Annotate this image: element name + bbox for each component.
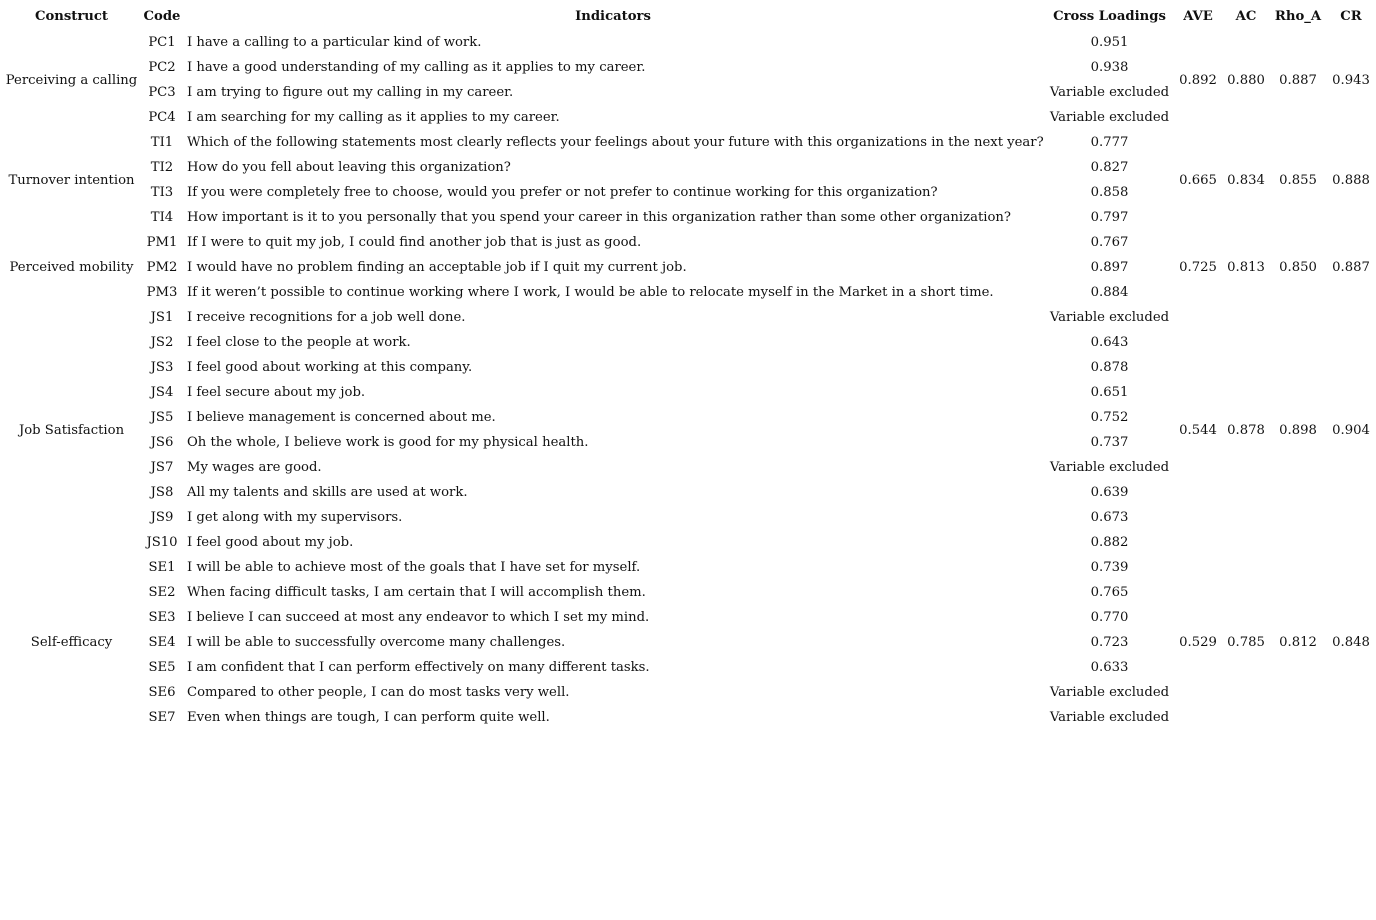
cross-loading-value: 0.639 — [1090, 485, 1129, 500]
indicator-code: JS5 — [150, 410, 174, 425]
table-row — [0, 255, 1376, 280]
table-row — [0, 655, 1376, 680]
indicator-code: SE6 — [148, 685, 176, 700]
indicator-code: SE1 — [148, 560, 176, 575]
construct-name: Job Satisfaction — [18, 422, 125, 438]
indicator-code: TI3 — [150, 185, 174, 200]
cr-value: 0.904 — [1332, 422, 1370, 438]
cross-loading-value: 0.633 — [1090, 660, 1129, 675]
cross-loading-value: 0.938 — [1090, 60, 1129, 75]
cross-loading-value: 0.643 — [1090, 335, 1129, 350]
table-row — [0, 305, 1376, 330]
rho-a-value: 0.812 — [1279, 635, 1317, 650]
indicator-text: My wages are good. — [187, 460, 322, 475]
table-row — [0, 430, 1376, 455]
indicator-text: If you were completely free to choose, would you prefer or not prefer to continue working for this organization? — [187, 185, 938, 200]
ac-value: 0.834 — [1227, 172, 1265, 188]
cross-loading-value: 0.951 — [1090, 35, 1129, 50]
table-row — [0, 380, 1376, 405]
indicator-code: JS6 — [150, 435, 174, 450]
cross-loading-value: Variable excluded — [1049, 310, 1170, 325]
indicator-code: PC3 — [148, 85, 176, 100]
header-row — [0, 4, 1376, 30]
cross-loading-value: Variable excluded — [1049, 460, 1170, 475]
header-ac: AC — [1235, 9, 1257, 24]
indicator-text: I feel close to the people at work. — [187, 335, 411, 350]
cross-loading-value: 0.770 — [1090, 610, 1129, 625]
indicator-text: Which of the following statements most clearly reflects your feelings about your future with this organizations in the next year? — [187, 135, 1044, 150]
indicator-code: JS7 — [150, 460, 174, 475]
indicator-code: SE4 — [148, 635, 176, 650]
indicator-code: SE3 — [148, 610, 176, 625]
indicator-text: I would have no problem finding an acceptable job if I quit my current job. — [187, 260, 687, 275]
indicator-text: I am searching for my calling as it applies to my career. — [187, 110, 560, 125]
cross-loading-value: 0.739 — [1090, 560, 1129, 575]
table-row — [0, 155, 1376, 180]
cross-loading-value: 0.884 — [1090, 285, 1129, 300]
table-row — [0, 330, 1376, 355]
table-row — [0, 705, 1376, 730]
indicator-text: I have a calling to a particular kind of work. — [187, 35, 482, 50]
indicator-code: JS1 — [150, 310, 174, 325]
construct-name: Perceived mobility — [9, 260, 134, 275]
indicator-code: PM3 — [146, 285, 178, 300]
cross-loading-value: 0.827 — [1090, 160, 1129, 175]
indicator-code: PM2 — [146, 260, 178, 275]
indicator-text: I will be able to successfully overcome many challenges. — [187, 635, 566, 650]
indicator-text: I have a good understanding of my calling as it applies to my career. — [187, 60, 646, 75]
construct-name: Self-efficacy — [30, 635, 113, 650]
table-row — [0, 205, 1376, 230]
indicator-text: I believe I can succeed at most any endeavor to which I set my mind. — [187, 610, 650, 625]
indicator-text: All my talents and skills are used at work. — [187, 485, 468, 500]
ac-value: 0.813 — [1227, 260, 1265, 275]
cross-loading-value: 0.673 — [1090, 510, 1129, 525]
table-row — [0, 355, 1376, 380]
indicator-code: PC1 — [148, 35, 176, 50]
indicator-text: Compared to other people, I can do most tasks very well. — [187, 685, 570, 700]
ac-value: 0.785 — [1227, 635, 1265, 650]
header-ave: AVE — [1183, 9, 1213, 24]
indicator-code: TI1 — [150, 135, 174, 150]
table-row — [0, 230, 1376, 255]
indicator-text: I believe management is concerned about me. — [187, 410, 496, 425]
indicator-text: When facing difficult tasks, I am certain that I will accomplish them. — [187, 585, 646, 600]
cr-value: 0.887 — [1332, 260, 1370, 275]
table-body — [0, 30, 1376, 730]
ac-value: 0.878 — [1227, 422, 1265, 438]
table-row — [0, 30, 1376, 55]
table-row — [0, 605, 1376, 630]
indicator-text: Even when things are tough, I can perform quite well. — [187, 710, 550, 725]
table-row — [0, 130, 1376, 155]
indicator-code: SE2 — [148, 585, 176, 600]
header-indicators: Indicators — [575, 9, 651, 24]
header-rho-a: Rho_A — [1274, 9, 1322, 24]
cross-loading-value: 0.858 — [1090, 185, 1129, 200]
indicator-code: JS4 — [150, 385, 174, 400]
ac-value: 0.880 — [1227, 72, 1265, 88]
ave-value: 0.892 — [1179, 72, 1217, 88]
construct-name: Perceiving a calling — [5, 72, 138, 88]
cross-loading-value: 0.878 — [1090, 360, 1129, 375]
table-row — [0, 555, 1376, 580]
ave-value: 0.665 — [1179, 172, 1217, 188]
indicator-code: SE7 — [148, 710, 176, 725]
indicator-text: If it weren’t possible to continue working where I work, I would be able to relocate myself in the Market in a short time. — [187, 285, 994, 300]
cross-loading-value: 0.777 — [1090, 135, 1129, 150]
table-row — [0, 105, 1376, 130]
cross-loading-value: Variable excluded — [1049, 85, 1170, 100]
cr-value: 0.888 — [1332, 172, 1370, 188]
cross-loading-value: 0.797 — [1090, 210, 1129, 225]
cross-loading-value: 0.651 — [1090, 385, 1129, 400]
reliability-table-container — [0, 4, 1376, 730]
indicator-code: JS3 — [150, 360, 174, 375]
indicator-code: PC4 — [148, 110, 176, 125]
rho-a-value: 0.898 — [1279, 422, 1317, 438]
indicator-text: I am confident that I can perform effectively on many different tasks. — [187, 660, 650, 675]
cr-value: 0.943 — [1332, 72, 1370, 88]
ave-value: 0.529 — [1179, 635, 1217, 650]
cross-loading-value: 0.737 — [1090, 435, 1129, 450]
table-row — [0, 505, 1376, 530]
indicator-code: JS10 — [146, 535, 178, 550]
table-row — [0, 580, 1376, 605]
table-row — [0, 480, 1376, 505]
construct-name: Turnover intention — [8, 172, 135, 188]
table-row — [0, 180, 1376, 205]
indicator-text: I feel secure about my job. — [187, 385, 366, 400]
cross-loading-value: Variable excluded — [1049, 710, 1170, 725]
indicator-text: I feel good about working at this company. — [187, 360, 473, 375]
table-row — [0, 80, 1376, 105]
header-cross-loadings: Cross Loadings — [1053, 9, 1166, 24]
indicator-text: I feel good about my job. — [187, 535, 354, 550]
cross-loading-value: Variable excluded — [1049, 685, 1170, 700]
indicator-text: Oh the whole, I believe work is good for my physical health. — [187, 435, 589, 450]
indicator-code: SE5 — [148, 660, 176, 675]
table-row — [0, 55, 1376, 80]
cross-loading-value: 0.752 — [1090, 410, 1129, 425]
indicator-text: I receive recognitions for a job well done. — [187, 310, 466, 325]
header-code: Code — [143, 9, 181, 24]
rho-a-value: 0.855 — [1279, 172, 1317, 188]
header-construct: Construct — [34, 9, 109, 24]
cross-loading-value: 0.767 — [1090, 235, 1129, 250]
cross-loading-value: Variable excluded — [1049, 110, 1170, 125]
cross-loading-value: 0.765 — [1090, 585, 1129, 600]
indicator-text: How do you fell about leaving this organization? — [187, 160, 511, 175]
indicator-code: JS8 — [150, 485, 174, 500]
table-row — [0, 630, 1376, 655]
table-row — [0, 455, 1376, 480]
indicator-text: I get along with my supervisors. — [187, 510, 403, 525]
indicator-code: JS9 — [150, 510, 174, 525]
indicator-code: PM1 — [146, 235, 178, 250]
indicator-code: JS2 — [150, 335, 174, 350]
cross-loading-value: 0.882 — [1090, 535, 1129, 550]
indicator-code: PC2 — [148, 60, 176, 75]
rho-a-value: 0.887 — [1279, 72, 1317, 88]
indicator-text: I will be able to achieve most of the goals that I have set for myself. — [187, 560, 641, 575]
table-row — [0, 405, 1376, 430]
table-row — [0, 280, 1376, 305]
cr-value: 0.848 — [1332, 635, 1370, 650]
indicator-text: If I were to quit my job, I could find another job that is just as good. — [187, 235, 642, 250]
ave-value: 0.725 — [1179, 260, 1217, 275]
indicator-text: I am trying to figure out my calling in my career. — [187, 85, 514, 100]
header-cr: CR — [1340, 9, 1362, 24]
cross-loading-value: 0.723 — [1090, 635, 1129, 650]
indicator-code: TI2 — [150, 160, 174, 175]
cross-loading-value: 0.897 — [1090, 260, 1129, 275]
indicator-code: TI4 — [150, 210, 174, 225]
table-row — [0, 530, 1376, 555]
ave-value: 0.544 — [1179, 422, 1217, 438]
reliability-validity-table — [0, 4, 1376, 730]
table-row — [0, 680, 1376, 705]
indicator-text: How important is it to you personally that you spend your career in this organization rather than some other organization? — [187, 210, 1011, 225]
rho-a-value: 0.850 — [1279, 260, 1317, 275]
